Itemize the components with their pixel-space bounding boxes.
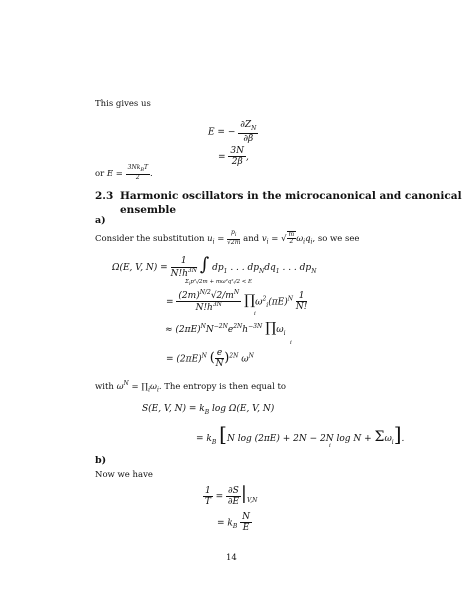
equation-energy-line1: E = − $\frac{\partial Z_N}{\partial\beta}$: [208, 120, 257, 144]
omega-equation-line4: = $(2\pi E)^N$ ( $\frac{e}{N}$ )$^{2N}$ $\omega^N$: [166, 348, 254, 370]
section-title: Harmonic oscillators in the microcanonical and canonical ensemble: [120, 190, 462, 216]
now-we-have-text: Now we have: [95, 470, 153, 480]
equation-energy-line2: = $\frac{3N}{2\beta}$ ,: [218, 146, 249, 168]
part-b-label: b): [95, 455, 107, 466]
or-energy-text: or E = $\frac{3Nk_BT}{2}$ .: [95, 164, 153, 181]
entropy-equation-line1: S(E, V, $N) = k_B$ log Ω(E, V, N): [142, 404, 275, 416]
part-a-label: a): [95, 215, 106, 226]
omega-product-index-1: i: [254, 311, 256, 317]
omega-equation-line3: ≈ $(2\pi E)^NN^{-2N}e^{2N}h^{-3N}$ $\prod\omega_i$: [165, 320, 286, 337]
entropy-intro-text: with $\omega^N$ = $\prod_i\omega_i$. The entropy is then equal to: [95, 380, 287, 394]
omega-integral-domain: $\Sigma_ip^2ᵢ/2m$ + mω²q²ᵢ/2 < E: [185, 279, 253, 288]
omega-product-index-2: i: [290, 340, 292, 346]
entropy-sum-index: i: [329, 443, 331, 449]
section-number: 2.3: [95, 190, 114, 202]
page-number: 14: [226, 553, 237, 563]
intro-text: This gives us: [95, 99, 151, 109]
entropy-equation-line2: = $k_B$ [N log (2πE) + 2N − 2N $\log N + \Sigma\omega_i$].: [196, 422, 405, 446]
omega-equation-line1: Ω(E, V, N) = $\frac{1}{N!h^{3N}}$ ∫ $dp_1$ . . . $dp_Ndq_1$ . . . $dp_N$: [112, 254, 317, 279]
omega-equation-line2: = $\frac{(2m)^{N/2}√2/m^N}{N!h^{3N}}$ $\prod\omega^2_i(\pi E)^N$ $\frac{1}{N!}$: [166, 289, 308, 314]
temperature-equation-line1: $\frac{1}{T}$ = $\frac{\partial S}{\partial E}$ $|_{V,N}$: [204, 483, 258, 507]
substitution-text: Consider the substitution $u_i$ = $\frac{p_i}{√2m}$ and $v_i$ = √ $\frac{m}{2}$ $\omega_iq_i$, so we see: [95, 229, 360, 246]
temperature-equation-line2: = $k_B$ $\frac{N}{E}$: [217, 512, 251, 534]
